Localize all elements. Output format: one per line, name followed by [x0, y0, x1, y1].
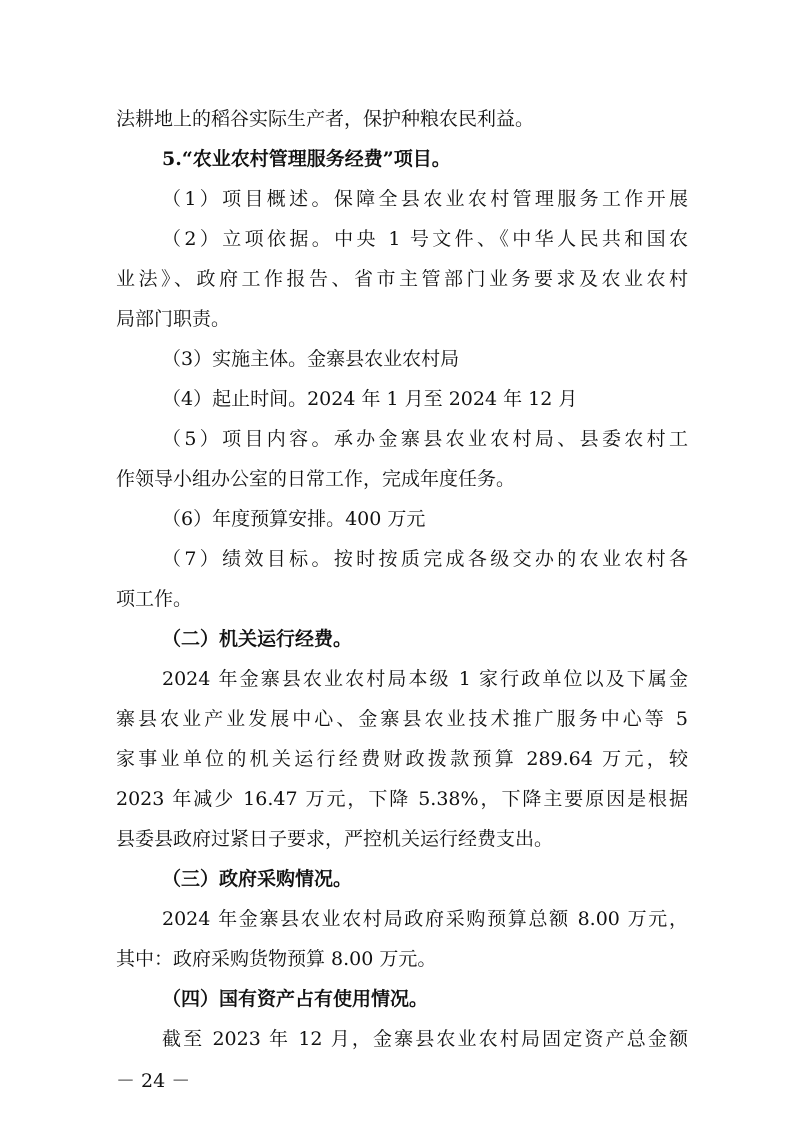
body-line: 项工作。	[116, 588, 193, 610]
section-heading: （二）机关运行经费。	[162, 628, 353, 650]
body-line: 法耕地上的稻谷实际生产者，保护种粮农民利益。	[116, 108, 535, 130]
body-line: （4）起止时间。2024 年 1 月至 2024 年 12 月	[162, 388, 578, 410]
body-line: 作领导小组办公室的日常工作，完成年度任务。	[116, 468, 516, 490]
body-line: （6）年度预算安排。400 万元	[162, 508, 426, 530]
body-line: 其中：政府采购货物预算 8.00 万元。	[116, 948, 437, 970]
body-line: 2023 年减少 16.47 万元，下降 5.38%，下降主要原因是根据	[116, 788, 688, 810]
body-line: （1）项目概述。保障全县农业农村管理服务工作开展	[162, 188, 688, 210]
page-number: － 24 －	[116, 1070, 191, 1092]
body-line: 局部门职责。	[116, 308, 231, 330]
section-heading: 5.“农业农村管理服务经费”项目。	[162, 148, 451, 170]
body-line: 寨县农业产业发展中心、金寨县农业技术推广服务中心等 5	[116, 708, 688, 730]
section-heading: （四）国有资产占有使用情况。	[162, 988, 429, 1010]
body-line: 截至 2023 年 12 月，金寨县农业农村局固定资产总金额	[162, 1028, 688, 1050]
body-line: （2）立项依据。中央 1 号文件、《中华人民共和国农	[162, 228, 688, 250]
section-heading: （三）政府采购情况。	[162, 868, 353, 890]
body-line: 2024 年金寨县农业农村局本级 1 家行政单位以及下属金	[162, 668, 688, 690]
body-line: （3）实施主体。金寨县农业农村局	[162, 348, 460, 370]
body-line: 县委县政府过紧日子要求，严控机关运行经费支出。	[116, 828, 554, 850]
body-line: 2024 年金寨县农业农村局政府采购预算总额 8.00 万元，	[162, 908, 688, 930]
body-line: （7）绩效目标。按时按质完成各级交办的农业农村各	[162, 548, 688, 570]
body-line: 业法》、政府工作报告、省市主管部门业务要求及农业农村	[116, 268, 688, 290]
body-line: 家事业单位的机关运行经费财政拨款预算 289.64 万元，较	[116, 748, 688, 770]
body-line: （5）项目内容。承办金寨县农业农村局、县委农村工	[162, 428, 688, 450]
